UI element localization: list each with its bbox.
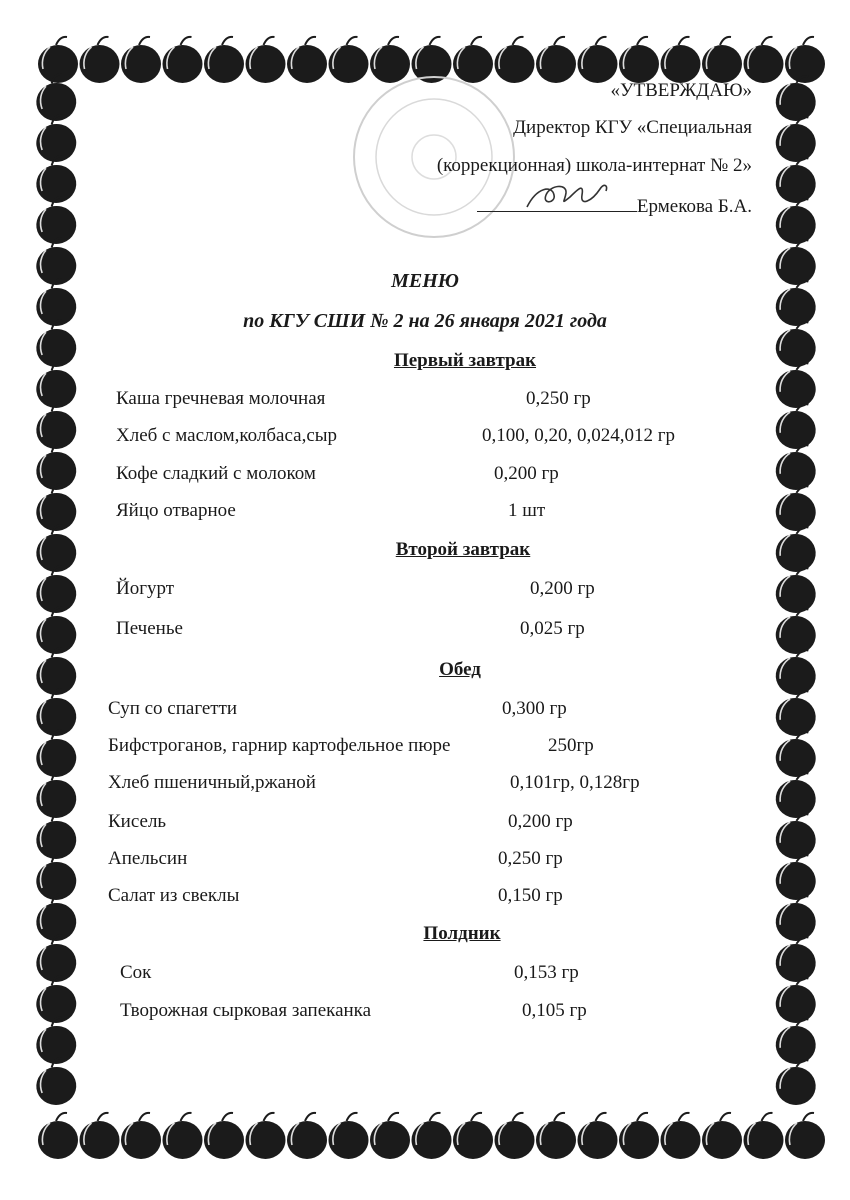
apple-icon (773, 564, 819, 615)
menu-item-name: Суп со спагетти (108, 698, 238, 719)
menu-item-qty: 0,250 гр (498, 848, 563, 869)
menu-item-qty: 0,105 гр (522, 1000, 587, 1021)
apple-icon (163, 1113, 203, 1159)
apple-icon (619, 1113, 659, 1159)
apple-icon (412, 1113, 452, 1159)
menu-item-name: Апельсин (108, 848, 188, 869)
apple-icon (38, 37, 78, 83)
menu-item-name: Творожная сырковая запеканка (120, 1000, 372, 1021)
menu-item-qty: 0,025 гр (520, 618, 585, 639)
apple-icon (578, 1113, 618, 1159)
apple-icon (287, 37, 327, 83)
apple-icon (619, 37, 659, 83)
apple-icon (702, 37, 742, 83)
apple-icon (370, 1113, 410, 1159)
page-subtitle: по КГУ СШИ № 2 на 26 января 2021 года (243, 310, 607, 332)
apple-icon (744, 1113, 784, 1159)
apple-icon (773, 605, 819, 656)
menu-item-name: Яйцо отварное (116, 500, 236, 521)
apple-icon (773, 482, 819, 533)
apple-icon (773, 687, 819, 738)
menu-item-name: Салат из свеклы (108, 885, 240, 906)
menu-item-name: Бифстроганов, гарнир картофельное пюре (108, 735, 451, 756)
menu-item-qty: 250гр (548, 735, 594, 756)
apple-icon (773, 1015, 819, 1066)
apple-icon (773, 851, 819, 902)
menu-item-name: Хлеб пшеничный,ржаной (108, 772, 316, 793)
apple-icon (773, 810, 819, 861)
section-heading: Второй завтрак (395, 539, 531, 560)
menu-item-qty: 1 шт (508, 500, 546, 521)
menu-item-name: Кофе сладкий с молоком (116, 463, 316, 484)
apple-icon (744, 37, 784, 83)
apple-icon (536, 37, 576, 83)
apple-icon (773, 1056, 819, 1107)
apple-icon (773, 728, 819, 779)
apple-icon (773, 441, 819, 492)
menu-item-name: Печенье (116, 618, 183, 639)
menu-item-qty: 0,150 гр (498, 885, 563, 906)
apple-icon (204, 37, 244, 83)
section-heading: Полдник (423, 923, 501, 944)
apple-icon (661, 1113, 701, 1159)
menu-item-name: Йогурт (116, 578, 175, 599)
apple-icon (80, 1113, 120, 1159)
menu-item-name: Каша гречневая молочная (116, 388, 326, 409)
menu-item-qty: 0,153 гр (514, 962, 579, 983)
section-heading: Обед (439, 659, 481, 680)
apple-icon (80, 37, 120, 83)
menu-item-qty: 0,200 гр (530, 578, 595, 599)
menu-item-qty: 0,101гр, 0,128гр (510, 772, 640, 793)
apple-icon (246, 1113, 286, 1159)
approval-header: «УТВЕРЖДАЮ» (610, 80, 752, 101)
apple-icon (785, 1113, 825, 1159)
apple-icon (163, 37, 203, 83)
apple-icon (121, 37, 161, 83)
apple-icon (495, 1113, 535, 1159)
apple-icon (578, 37, 618, 83)
menu-item-qty: 0,200 гр (508, 811, 573, 832)
apple-icon (661, 37, 701, 83)
apple-icon (536, 1113, 576, 1159)
apple-icon (773, 769, 819, 820)
apple-icon (773, 974, 819, 1025)
apple-icon (204, 1113, 244, 1159)
approval-line-2: (коррекционная) школа-интернат № 2» (436, 155, 752, 176)
apple-icon (38, 1113, 78, 1159)
menu-item-name: Кисель (108, 811, 167, 832)
apple-icon (702, 1113, 742, 1159)
menu-item-qty: 0,250 гр (526, 388, 591, 409)
signature-blank (477, 193, 637, 212)
approval-line-1: Директор КГУ «Специальная (513, 117, 752, 138)
approval-signature-line (477, 193, 752, 218)
menu-item-qty: 0,300 гр (502, 698, 567, 719)
apple-icon (121, 1113, 161, 1159)
section-heading: Первый завтрак (393, 350, 537, 371)
apple-icon (773, 113, 819, 164)
apple-icon (287, 1113, 327, 1159)
director-name: Ермекова Б.А. (636, 196, 752, 217)
apple-icon (773, 195, 819, 246)
apple-icon (773, 400, 819, 451)
apple-icon (33, 1056, 79, 1107)
menu-item-qty: 0,200 гр (494, 463, 559, 484)
apple-icon (453, 1113, 493, 1159)
handwritten-signature (522, 177, 612, 215)
apple-icon (773, 154, 819, 205)
apple-icon (329, 1113, 369, 1159)
menu-item-name: Сок (120, 962, 152, 983)
menu-item-qty: 0,100, 0,20, 0,024,012 гр (482, 425, 676, 446)
apple-icon (246, 37, 286, 83)
page-title: МЕНЮ (391, 270, 459, 292)
menu-item-name: Хлеб с маслом,колбаса,сыр (116, 425, 338, 446)
